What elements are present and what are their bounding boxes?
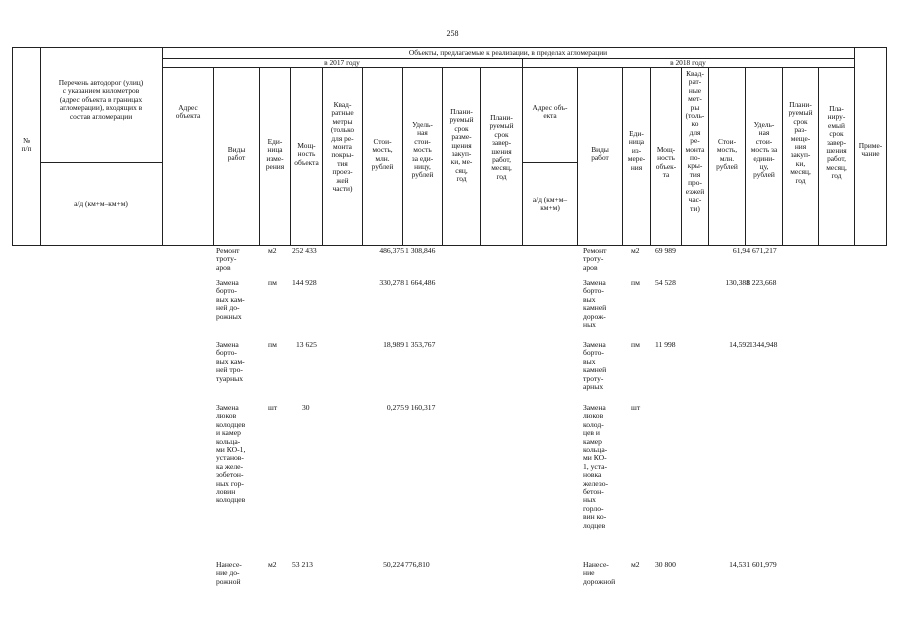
row2-cost-2017: 330,278 bbox=[379, 278, 404, 287]
header-2017-unit: Еди- ница изме- рения bbox=[265, 137, 285, 172]
header-year-2018: в 2018 году bbox=[670, 58, 706, 67]
header-2017-address: Адрес объекта bbox=[175, 103, 201, 121]
row1-unit-2018: м2 bbox=[631, 246, 640, 255]
row4-works-2017: Замена люков колодцев и камер кольца- ми КО-1, установ- ка желе- зобетон- ных гор- ловин колодцев bbox=[216, 403, 246, 505]
row3-unit-2017: пм bbox=[268, 340, 277, 349]
row2-unit-2018: пм bbox=[631, 278, 640, 287]
row5-unit-cost-2017: 776,810 bbox=[405, 560, 430, 569]
col-rule bbox=[40, 47, 41, 246]
row5-unit-2017: м2 bbox=[268, 560, 277, 569]
row5-works-2018: Нанесе- ние дорожной bbox=[583, 560, 616, 586]
table-border-right bbox=[886, 47, 887, 246]
header-2018-address: Адрес объ- екта bbox=[532, 103, 568, 121]
header-road-sub: а/д (км+м–км+м) bbox=[74, 199, 128, 208]
col-rule bbox=[162, 47, 163, 246]
row3-cost-2018: 14,592 bbox=[729, 340, 750, 349]
header-2018-address-sub: а/д (км+м– км+м) bbox=[532, 195, 568, 213]
row4-capacity-2017: 30 bbox=[302, 403, 310, 412]
row4-cost-2017: 0,275 bbox=[386, 403, 404, 412]
row3-cost-2017: 18,989 bbox=[383, 340, 404, 349]
header-2018-works: Виды работ bbox=[591, 145, 609, 163]
page-number: 258 bbox=[446, 29, 459, 38]
row4-works-2018: Замена люков колод- цев и камер кольца- ми КО- 1, уста- новка железо- бетон- ных горло- вин ко- лодцев bbox=[583, 403, 609, 530]
header-2017-works: Виды работ bbox=[227, 145, 246, 163]
header-2018-sqm: Квад- рат- ные мет- ры (толь- ко для ре- монта по- кры- тия про- езжей час- ти) bbox=[685, 69, 705, 213]
header-year-2017: в 2017 году bbox=[324, 58, 360, 67]
row5-unit-2018: м2 bbox=[631, 560, 640, 569]
row3-capacity-2018: 11 998 bbox=[655, 340, 676, 349]
row3-works-2017: Замена борто- вых кам- ней тро- туарных bbox=[216, 340, 245, 383]
header-2018-unit-cost: Удель- ная стои- мость за едини- цу, рублей bbox=[750, 120, 778, 180]
header-2017-capacity: Мощ- ность объекта bbox=[294, 141, 319, 167]
row4-unit-cost-2017: 9 160,317 bbox=[405, 403, 436, 412]
header-road-list: Перечень автодорог (улиц) с указанием километров (адрес объекта в границах агломерации), входящих в состав агломерации bbox=[58, 78, 144, 121]
header-2018-purchase-term: Плани- руемый срок раз- меще- ния закуп- ки, месяц, год bbox=[788, 100, 813, 185]
header-2017-cost: Стои- мость, млн. рублей bbox=[371, 137, 394, 172]
row3-unit-cost-2018: 1344,948 bbox=[749, 340, 778, 349]
row2-works-2018: Замена борто- вых камней дорож- ных bbox=[583, 278, 607, 330]
row3-capacity-2017: 13 625 bbox=[296, 340, 317, 349]
row5-unit-cost-2018: 601,979 bbox=[752, 560, 777, 569]
row1-cost-2017: 486,375 bbox=[379, 246, 404, 255]
row3-unit-2018: пм bbox=[631, 340, 640, 349]
header-number: № п/п bbox=[21, 136, 32, 154]
row5-cost-2017: 50,224 bbox=[383, 560, 404, 569]
row2-works-2017: Замена борто- вых кам- ней до- рожных bbox=[216, 278, 245, 321]
row1-unit-cost-2017: 1 308,846 bbox=[405, 246, 436, 255]
row5-capacity-2017: 53 213 bbox=[292, 560, 313, 569]
row1-unit-cost-2018: 671,217 bbox=[752, 246, 777, 255]
row3-works-2018: Замена борто- вых камней троту- арных bbox=[583, 340, 607, 392]
header-objects: Объекты, предлагаемые к реализации, в пределах агломерации bbox=[408, 48, 608, 57]
row5-works-2017: Нанесе- ние до- рожной bbox=[216, 560, 242, 586]
row1-capacity-2017: 252 433 bbox=[292, 246, 317, 255]
row2-capacity-2017: 144 928 bbox=[292, 278, 317, 287]
row2-unit-2017: пм bbox=[268, 278, 277, 287]
row2-unit-cost-2018: 1 223,668 bbox=[746, 278, 777, 287]
header-2017-sqm: Квад- ратные метры (только для ре- монта покры- тия проез- жей части) bbox=[330, 100, 355, 194]
row4-unit-2018: шт bbox=[631, 403, 641, 412]
row1-works-2018: Ремонт троту- аров bbox=[583, 246, 607, 272]
header-2017-unit-cost: Удель- ная стои- мость за еди- ницу, рублей bbox=[411, 120, 434, 180]
row3-unit-cost-2017: 1 353,767 bbox=[405, 340, 436, 349]
row1-cost-2018: 61,94 bbox=[732, 246, 750, 255]
table-rule-address-sub bbox=[522, 162, 577, 163]
header-2017-completion-term: Плани- руемый срок завер- шения работ, месяц, год bbox=[489, 113, 514, 181]
row1-works-2017: Ремонт троту- аров bbox=[216, 246, 240, 272]
row1-capacity-2018: 69 989 bbox=[655, 246, 676, 255]
row5-capacity-2018: 30 800 bbox=[655, 560, 676, 569]
row5-cost-2018: 14,531 bbox=[729, 560, 750, 569]
header-2018-cost: Стои- мость, млн. рублей bbox=[716, 137, 738, 172]
header-note: Приме- чание bbox=[858, 141, 883, 159]
header-2018-capacity: Мощ- ность объек- та bbox=[655, 145, 677, 180]
row1-unit-2017: м2 bbox=[268, 246, 277, 255]
row2-capacity-2018: 54 528 bbox=[655, 278, 676, 287]
table-rule-road-sub bbox=[40, 162, 162, 163]
row2-unit-cost-2017: 1 664,486 bbox=[405, 278, 436, 287]
row2-cost-2018: 130,388 bbox=[725, 278, 750, 287]
col-rule bbox=[522, 58, 523, 246]
row4-unit-2017: шт bbox=[268, 403, 278, 412]
header-2018-unit: Еди- ница из- мере- ния bbox=[627, 129, 646, 172]
header-2018-completion-term: Пла- ниру- емый срок завер- шения работ, месяц, год bbox=[826, 104, 847, 181]
header-2017-purchase-term: Плани- руемый срок разме- щения закуп- ки, ме- сяц, год bbox=[449, 107, 474, 184]
